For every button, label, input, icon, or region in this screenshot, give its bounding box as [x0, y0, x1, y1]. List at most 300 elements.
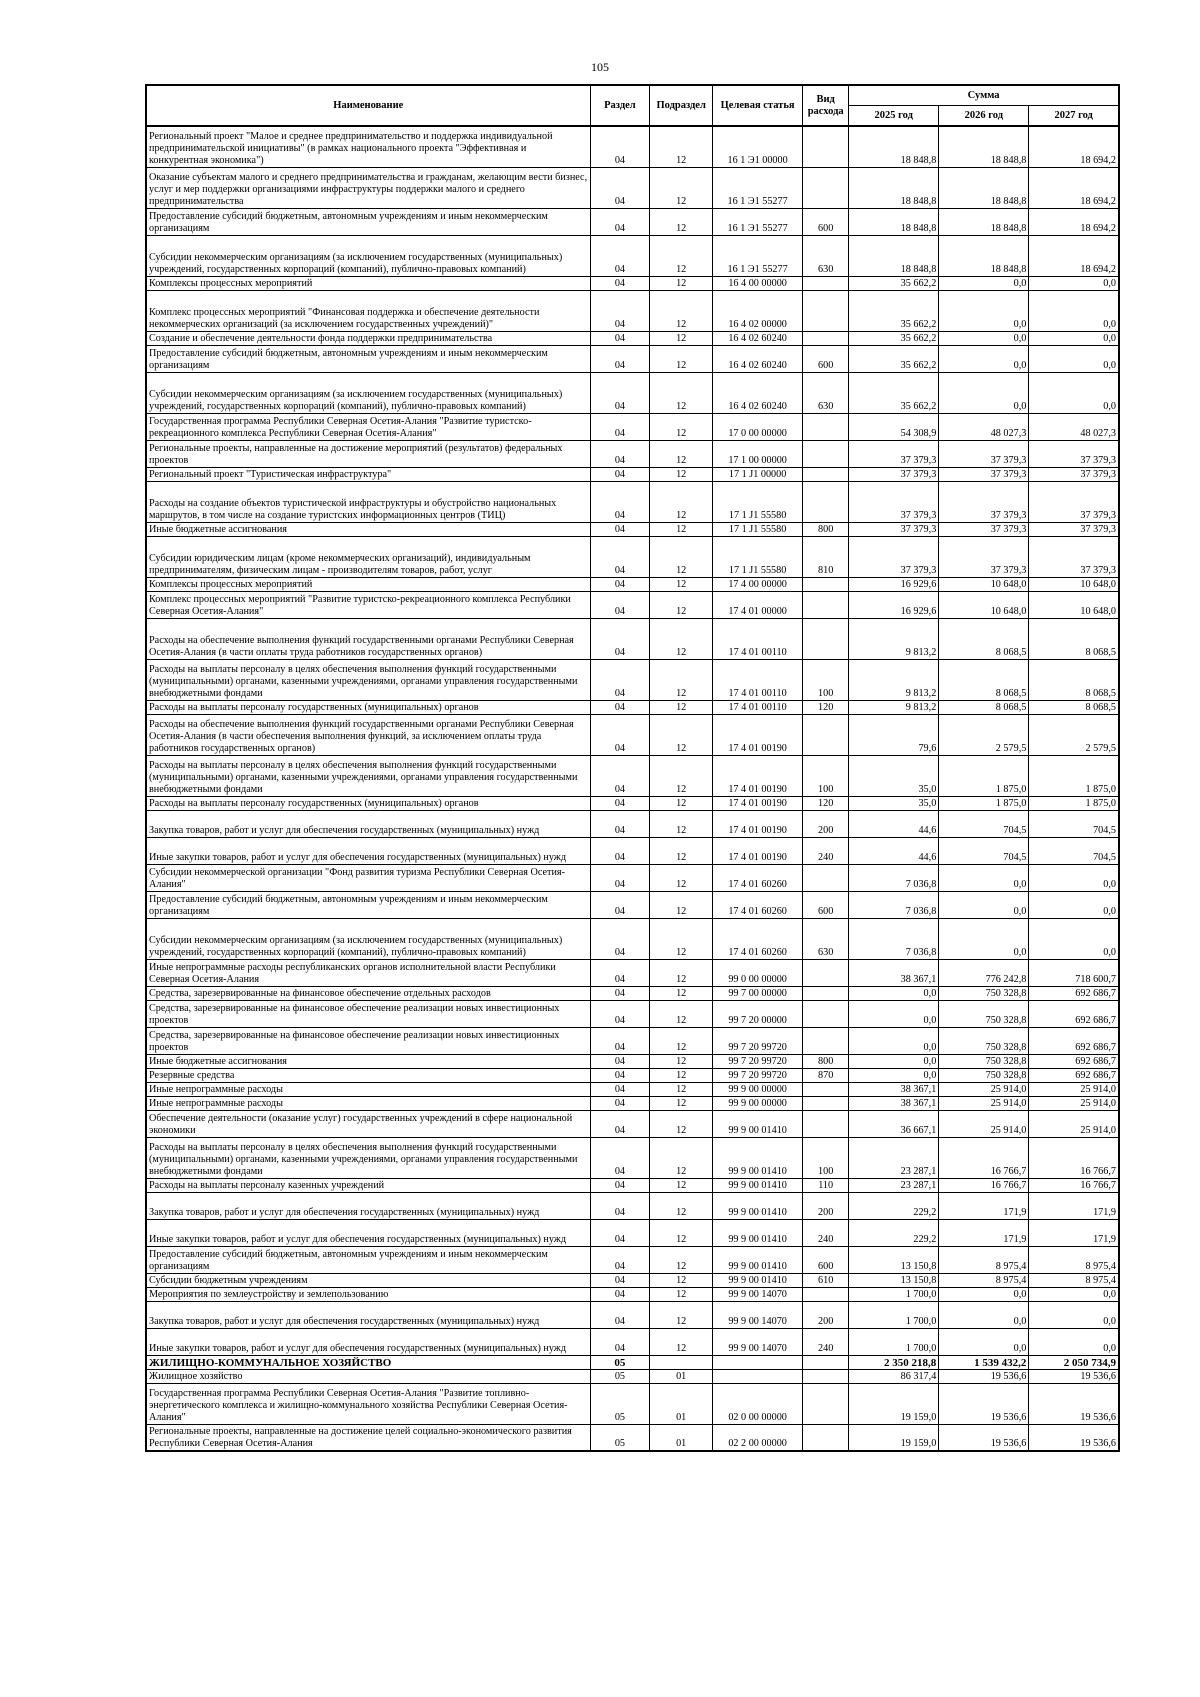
cell-2026: 0,0	[939, 345, 1029, 372]
cell-2025: 35,0	[849, 796, 939, 810]
cell-target: 99 0 00 00000	[713, 959, 803, 986]
cell-2027: 19 536,6	[1029, 1369, 1119, 1383]
cell-name: Предоставление субсидий бюджетным, автономным учреждениям и иным некоммерческим организациям	[146, 208, 590, 235]
cell-section: 04	[590, 1000, 650, 1027]
cell-2025: 18 848,8	[849, 208, 939, 235]
cell-section: 05	[590, 1383, 650, 1424]
cell-kind: 610	[803, 1273, 849, 1287]
cell-subsection: 12	[650, 864, 713, 891]
table-row	[146, 1369, 1119, 1383]
cell-name: Иные закупки товаров, работ и услуг для обеспечения государственных (муниципальных) нужд	[146, 1328, 590, 1355]
cell-2026: 1 875,0	[939, 755, 1029, 796]
cell-2025: 1 700,0	[849, 1301, 939, 1328]
cell-2027: 16 766,7	[1029, 1178, 1119, 1192]
cell-name: ЖИЛИЩНО-КОММУНАЛЬНОЕ ХОЗЯЙСТВО	[146, 1355, 590, 1369]
cell-target: 99 7 00 00000	[713, 986, 803, 1000]
cell-target: 17 4 01 00110	[713, 618, 803, 659]
cell-2025: 19 159,0	[849, 1383, 939, 1424]
cell-target: 99 7 20 99720	[713, 1068, 803, 1082]
cell-target: 99 9 00 01410	[713, 1110, 803, 1137]
cell-2026: 8 068,5	[939, 659, 1029, 700]
cell-2026: 8 068,5	[939, 618, 1029, 659]
cell-target: 16 4 02 60240	[713, 345, 803, 372]
cell-2027: 692 686,7	[1029, 1054, 1119, 1068]
cell-target: 16 1 Э1 55277	[713, 208, 803, 235]
cell-2026: 19 536,6	[939, 1383, 1029, 1424]
cell-2027: 8 068,5	[1029, 659, 1119, 700]
table-row	[146, 1328, 1119, 1355]
cell-section: 04	[590, 577, 650, 591]
cell-2025: 13 150,8	[849, 1273, 939, 1287]
cell-2027: 8 975,4	[1029, 1273, 1119, 1287]
cell-target: 16 1 Э1 00000	[713, 126, 803, 167]
table-row	[146, 714, 1119, 755]
cell-2025: 54 308,9	[849, 413, 939, 440]
cell-2025: 18 848,8	[849, 167, 939, 208]
header-target: Целевая статья	[713, 85, 803, 126]
cell-2025: 37 379,3	[849, 440, 939, 467]
cell-section: 04	[590, 440, 650, 467]
cell-2027: 692 686,7	[1029, 1000, 1119, 1027]
cell-section: 05	[590, 1369, 650, 1383]
table-row	[146, 1273, 1119, 1287]
cell-kind	[803, 467, 849, 481]
cell-name: Предоставление субсидий бюджетным, автономным учреждениям и иным некоммерческим организациям	[146, 345, 590, 372]
table-row	[146, 755, 1119, 796]
cell-2025: 37 379,3	[849, 467, 939, 481]
cell-2027: 0,0	[1029, 276, 1119, 290]
cell-section: 04	[590, 591, 650, 618]
cell-2025: 13 150,8	[849, 1246, 939, 1273]
cell-kind: 120	[803, 700, 849, 714]
cell-kind	[803, 959, 849, 986]
cell-name: Иные непрограммные расходы	[146, 1082, 590, 1096]
cell-subsection: 12	[650, 1219, 713, 1246]
cell-2026: 16 766,7	[939, 1178, 1029, 1192]
page-number: 105	[591, 60, 609, 74]
cell-2026: 8 975,4	[939, 1246, 1029, 1273]
cell-2027: 0,0	[1029, 918, 1119, 959]
cell-kind	[803, 618, 849, 659]
cell-subsection: 12	[650, 959, 713, 986]
cell-section: 04	[590, 959, 650, 986]
cell-2025: 1 700,0	[849, 1328, 939, 1355]
cell-kind	[803, 290, 849, 331]
cell-2025: 9 813,2	[849, 659, 939, 700]
table-row	[146, 618, 1119, 659]
cell-kind	[803, 1424, 849, 1451]
cell-name: Субсидии некоммерческой организации "Фонд развития туризма Республики Северная Осетия-Алания"	[146, 864, 590, 891]
cell-2027: 8 068,5	[1029, 700, 1119, 714]
cell-section: 04	[590, 126, 650, 167]
table-row	[146, 837, 1119, 864]
cell-2025: 37 379,3	[849, 522, 939, 536]
cell-subsection: 12	[650, 235, 713, 276]
cell-section: 05	[590, 1355, 650, 1369]
cell-name: Региональные проекты, направленные на достижение целей социально-экономического развития Республики Северная Осетия-Алания	[146, 1424, 590, 1451]
cell-kind	[803, 1082, 849, 1096]
cell-name: Расходы на выплаты персоналу государственных (муниципальных) органов	[146, 700, 590, 714]
cell-subsection: 12	[650, 413, 713, 440]
cell-2025: 35 662,2	[849, 276, 939, 290]
cell-2027: 18 694,2	[1029, 167, 1119, 208]
cell-2025: 18 848,8	[849, 235, 939, 276]
cell-target: 17 4 01 60260	[713, 864, 803, 891]
cell-kind: 200	[803, 810, 849, 837]
cell-2025: 38 367,1	[849, 1082, 939, 1096]
cell-2025: 229,2	[849, 1192, 939, 1219]
table-row	[146, 1082, 1119, 1096]
cell-subsection: 12	[650, 714, 713, 755]
cell-section: 04	[590, 536, 650, 577]
cell-2027: 171,9	[1029, 1192, 1119, 1219]
cell-name: Предоставление субсидий бюджетным, автономным учреждениям и иным некоммерческим организациям	[146, 1246, 590, 1273]
cell-section: 04	[590, 467, 650, 481]
cell-target: 99 9 00 01410	[713, 1192, 803, 1219]
cell-kind: 600	[803, 208, 849, 235]
cell-target: 99 9 00 00000	[713, 1082, 803, 1096]
cell-2025: 0,0	[849, 986, 939, 1000]
cell-section: 04	[590, 755, 650, 796]
cell-target: 17 4 01 60260	[713, 891, 803, 918]
cell-2025: 0,0	[849, 1068, 939, 1082]
cell-name: Субсидии некоммерческим организациям (за исключением государственных (муниципальных) учреждений, государственных корпораций (компаний), публично-правовых компаний)	[146, 918, 590, 959]
cell-section: 04	[590, 235, 650, 276]
cell-subsection: 01	[650, 1383, 713, 1424]
cell-section: 04	[590, 413, 650, 440]
cell-section: 04	[590, 891, 650, 918]
table-row	[146, 1137, 1119, 1178]
cell-section: 04	[590, 1096, 650, 1110]
cell-2026: 18 848,8	[939, 235, 1029, 276]
header-year-2027: 2027 год	[1029, 106, 1119, 127]
table-row	[146, 891, 1119, 918]
cell-2026: 0,0	[939, 372, 1029, 413]
cell-name: Комплексы процессных мероприятий	[146, 577, 590, 591]
cell-subsection: 12	[650, 1328, 713, 1355]
cell-section: 04	[590, 986, 650, 1000]
cell-2026: 704,5	[939, 837, 1029, 864]
cell-kind: 100	[803, 659, 849, 700]
cell-2026: 750 328,8	[939, 1068, 1029, 1082]
cell-kind: 100	[803, 755, 849, 796]
budget-table	[145, 84, 1120, 1452]
cell-section: 04	[590, 1192, 650, 1219]
cell-kind	[803, 577, 849, 591]
table-row	[146, 700, 1119, 714]
cell-section: 04	[590, 837, 650, 864]
cell-name: Расходы на выплаты персоналу в целях обеспечения выполнения функций государственными (муниципальными) органами, казенными учреждениями, органами управления государственными внебюджетными фондами	[146, 659, 590, 700]
cell-target: 16 1 Э1 55277	[713, 167, 803, 208]
cell-kind	[803, 986, 849, 1000]
cell-2025: 86 317,4	[849, 1369, 939, 1383]
cell-target: 17 4 01 60260	[713, 918, 803, 959]
cell-2025: 7 036,8	[849, 891, 939, 918]
cell-2027: 0,0	[1029, 1301, 1119, 1328]
cell-2027: 25 914,0	[1029, 1082, 1119, 1096]
cell-section: 04	[590, 796, 650, 810]
cell-name: Комплексы процессных мероприятий	[146, 276, 590, 290]
cell-2027: 0,0	[1029, 331, 1119, 345]
cell-2027: 18 694,2	[1029, 126, 1119, 167]
cell-2025: 79,6	[849, 714, 939, 755]
table-row	[146, 796, 1119, 810]
cell-name: Расходы на выплаты персоналу в целях обеспечения выполнения функций государственными (муниципальными) органами, казенными учреждениями, органами управления государственными внебюджетными фондами	[146, 755, 590, 796]
cell-kind	[803, 276, 849, 290]
cell-section: 04	[590, 1328, 650, 1355]
table-row	[146, 1054, 1119, 1068]
cell-2026: 0,0	[939, 891, 1029, 918]
cell-kind	[803, 331, 849, 345]
cell-subsection: 12	[650, 810, 713, 837]
cell-2025: 0,0	[849, 1027, 939, 1054]
cell-section: 04	[590, 714, 650, 755]
cell-2025: 36 667,1	[849, 1110, 939, 1137]
cell-2025: 2 350 218,8	[849, 1355, 939, 1369]
cell-kind	[803, 126, 849, 167]
cell-name: Закупка товаров, работ и услуг для обеспечения государственных (муниципальных) нужд	[146, 1192, 590, 1219]
cell-2026: 2 579,5	[939, 714, 1029, 755]
cell-2027: 718 600,7	[1029, 959, 1119, 986]
cell-subsection: 12	[650, 796, 713, 810]
cell-target: 16 4 02 60240	[713, 331, 803, 345]
cell-section: 04	[590, 481, 650, 522]
cell-name: Средства, зарезервированные на финансовое обеспечение реализации новых инвестиционных проектов	[146, 1027, 590, 1054]
cell-subsection: 12	[650, 1301, 713, 1328]
cell-subsection: 12	[650, 1096, 713, 1110]
cell-name: Субсидии юридическим лицам (кроме некоммерческих организаций), индивидуальным предпринимателям, физическим лицам - производителям товаров, работ, услуг	[146, 536, 590, 577]
cell-subsection: 12	[650, 1027, 713, 1054]
cell-subsection: 12	[650, 167, 713, 208]
cell-target: 17 1 J1 55580	[713, 522, 803, 536]
header-year-2025: 2025 год	[849, 106, 939, 127]
cell-kind	[803, 413, 849, 440]
cell-target: 99 7 20 00000	[713, 1000, 803, 1027]
header-subsection: Подраздел	[650, 85, 713, 126]
cell-section: 04	[590, 1110, 650, 1137]
cell-kind: 110	[803, 1178, 849, 1192]
cell-2026: 0,0	[939, 1328, 1029, 1355]
cell-2026: 0,0	[939, 1287, 1029, 1301]
table-row	[146, 235, 1119, 276]
cell-2027: 37 379,3	[1029, 536, 1119, 577]
cell-subsection: 12	[650, 1287, 713, 1301]
cell-section: 04	[590, 1219, 650, 1246]
cell-name: Закупка товаров, работ и услуг для обеспечения государственных (муниципальных) нужд	[146, 810, 590, 837]
table-row	[146, 481, 1119, 522]
table-row	[146, 1301, 1119, 1328]
cell-subsection: 12	[650, 1000, 713, 1027]
cell-name: Иные закупки товаров, работ и услуг для обеспечения государственных (муниципальных) нужд	[146, 837, 590, 864]
cell-subsection: 12	[650, 345, 713, 372]
table-row	[146, 372, 1119, 413]
cell-2027: 19 536,6	[1029, 1383, 1119, 1424]
cell-2026: 25 914,0	[939, 1096, 1029, 1110]
cell-target: 16 4 00 00000	[713, 276, 803, 290]
cell-section: 04	[590, 522, 650, 536]
cell-2025: 35 662,2	[849, 372, 939, 413]
cell-target: 17 1 00 00000	[713, 440, 803, 467]
cell-target: 17 4 01 00190	[713, 796, 803, 810]
cell-section: 04	[590, 864, 650, 891]
cell-2027: 2 579,5	[1029, 714, 1119, 755]
cell-subsection: 12	[650, 1082, 713, 1096]
cell-section: 04	[590, 1054, 650, 1068]
table-row	[146, 959, 1119, 986]
cell-kind: 630	[803, 372, 849, 413]
cell-target: 17 4 01 00110	[713, 659, 803, 700]
cell-subsection: 12	[650, 591, 713, 618]
cell-2026: 10 648,0	[939, 577, 1029, 591]
cell-2025: 16 929,6	[849, 591, 939, 618]
cell-kind	[803, 714, 849, 755]
table-row	[146, 1383, 1119, 1424]
cell-subsection: 12	[650, 891, 713, 918]
cell-2026: 18 848,8	[939, 126, 1029, 167]
header-kind: Вид расхода	[803, 85, 849, 126]
table-row	[146, 591, 1119, 618]
cell-section: 04	[590, 1287, 650, 1301]
cell-kind	[803, 1287, 849, 1301]
cell-target: 17 4 01 00110	[713, 700, 803, 714]
cell-2027: 0,0	[1029, 372, 1119, 413]
cell-2026: 37 379,3	[939, 536, 1029, 577]
cell-2026: 1 539 432,2	[939, 1355, 1029, 1369]
cell-target: 99 9 00 01410	[713, 1219, 803, 1246]
cell-2025: 16 929,6	[849, 577, 939, 591]
cell-name: Расходы на выплаты персоналу государственных (муниципальных) органов	[146, 796, 590, 810]
cell-2027: 0,0	[1029, 1328, 1119, 1355]
cell-subsection: 12	[650, 481, 713, 522]
table-row	[146, 577, 1119, 591]
cell-name: Комплекс процессных мероприятий "Финансовая поддержка и обеспечение деятельности некоммерческих организаций (за исключением государственных учреждений)"	[146, 290, 590, 331]
cell-kind	[803, 1110, 849, 1137]
cell-target: 16 1 Э1 55277	[713, 235, 803, 276]
table-row	[146, 1178, 1119, 1192]
cell-name: Закупка товаров, работ и услуг для обеспечения государственных (муниципальных) нужд	[146, 1301, 590, 1328]
cell-2026: 0,0	[939, 1301, 1029, 1328]
cell-kind: 600	[803, 891, 849, 918]
cell-subsection: 12	[650, 1054, 713, 1068]
cell-2027: 692 686,7	[1029, 1027, 1119, 1054]
cell-2026: 0,0	[939, 864, 1029, 891]
cell-target: 99 9 00 01410	[713, 1178, 803, 1192]
cell-kind: 200	[803, 1192, 849, 1219]
cell-name: Мероприятия по землеустройству и землепользованию	[146, 1287, 590, 1301]
cell-subsection: 12	[650, 986, 713, 1000]
cell-2025: 7 036,8	[849, 864, 939, 891]
cell-kind: 810	[803, 536, 849, 577]
cell-2026: 37 379,3	[939, 440, 1029, 467]
cell-2025: 23 287,1	[849, 1137, 939, 1178]
cell-section: 04	[590, 1178, 650, 1192]
table-row	[146, 1000, 1119, 1027]
cell-subsection: 12	[650, 208, 713, 235]
cell-2027: 10 648,0	[1029, 591, 1119, 618]
cell-2026: 171,9	[939, 1219, 1029, 1246]
cell-2026: 19 536,6	[939, 1369, 1029, 1383]
cell-name: Субсидии некоммерческим организациям (за исключением государственных (муниципальных) учреждений, государственных корпораций (компаний), публично-правовых компаний)	[146, 372, 590, 413]
cell-kind: 120	[803, 796, 849, 810]
cell-2026: 8 975,4	[939, 1273, 1029, 1287]
cell-target: 99 9 00 01410	[713, 1246, 803, 1273]
cell-2027: 0,0	[1029, 1287, 1119, 1301]
table-row	[146, 290, 1119, 331]
cell-target: 17 1 J1 55580	[713, 481, 803, 522]
cell-subsection: 12	[650, 837, 713, 864]
cell-name: Государственная программа Республики Северная Осетия-Алания "Развитие туристско-рекреационного комплекса Республики Северная Осетия-Алания"	[146, 413, 590, 440]
cell-2026: 0,0	[939, 276, 1029, 290]
cell-subsection: 12	[650, 918, 713, 959]
table-row	[146, 918, 1119, 959]
cell-subsection: 12	[650, 700, 713, 714]
cell-target: 16 4 02 60240	[713, 372, 803, 413]
cell-name: Средства, зарезервированные на финансовое обеспечение отдельных расходов	[146, 986, 590, 1000]
cell-section: 04	[590, 1068, 650, 1082]
table-row	[146, 467, 1119, 481]
cell-2027: 48 027,3	[1029, 413, 1119, 440]
cell-2026: 37 379,3	[939, 467, 1029, 481]
cell-subsection: 12	[650, 1246, 713, 1273]
cell-2027: 16 766,7	[1029, 1137, 1119, 1178]
cell-2025: 44,6	[849, 837, 939, 864]
table-row	[146, 1424, 1119, 1451]
cell-kind	[803, 440, 849, 467]
cell-2027: 692 686,7	[1029, 1068, 1119, 1082]
cell-2025: 37 379,3	[849, 536, 939, 577]
cell-name: Иные бюджетные ассигнования	[146, 522, 590, 536]
cell-subsection: 12	[650, 536, 713, 577]
cell-subsection: 12	[650, 1192, 713, 1219]
cell-target: 99 7 20 99720	[713, 1054, 803, 1068]
cell-2025: 35 662,2	[849, 331, 939, 345]
table-row	[146, 1246, 1119, 1273]
cell-target: 99 9 00 00000	[713, 1096, 803, 1110]
cell-subsection: 12	[650, 1178, 713, 1192]
cell-section: 04	[590, 810, 650, 837]
cell-2025: 35 662,2	[849, 290, 939, 331]
cell-kind	[803, 1000, 849, 1027]
table-row	[146, 345, 1119, 372]
cell-name: Расходы на создание объектов туристической инфраструктуры и обустройство национальных маршрутов, в том числе на создание туристских информационных центров (ТИЦ)	[146, 481, 590, 522]
cell-2027: 704,5	[1029, 810, 1119, 837]
cell-name: Иные бюджетные ассигнования	[146, 1054, 590, 1068]
header-name: Наименование	[146, 85, 590, 126]
cell-target: 99 9 00 14070	[713, 1287, 803, 1301]
cell-subsection: 12	[650, 522, 713, 536]
cell-name: Иные закупки товаров, работ и услуг для обеспечения государственных (муниципальных) нужд	[146, 1219, 590, 1246]
cell-section: 04	[590, 1246, 650, 1273]
cell-target: 99 9 00 14070	[713, 1328, 803, 1355]
cell-2025: 18 848,8	[849, 126, 939, 167]
cell-name: Региональные проекты, направленные на достижение мероприятий (результатов) федеральных проектов	[146, 440, 590, 467]
cell-name: Средства, зарезервированные на финансовое обеспечение реализации новых инвестиционных проектов	[146, 1000, 590, 1027]
header-year-2026: 2026 год	[939, 106, 1029, 127]
cell-2027: 19 536,6	[1029, 1424, 1119, 1451]
cell-kind: 240	[803, 837, 849, 864]
cell-name: Комплекс процессных мероприятий "Развитие туристско-рекреационного комплекса Республики Северная Осетия-Алания"	[146, 591, 590, 618]
cell-section: 04	[590, 1082, 650, 1096]
cell-subsection: 12	[650, 618, 713, 659]
cell-name: Расходы на обеспечение выполнения функций государственными органами Республики Северная Осетия-Алания (в части оплаты труда работников государственных органов)	[146, 618, 590, 659]
cell-2026: 8 068,5	[939, 700, 1029, 714]
table-row	[146, 810, 1119, 837]
cell-subsection: 12	[650, 126, 713, 167]
cell-name: Иные непрограммные расходы республиканских органов исполнительной власти Республики Северная Осетия-Алания	[146, 959, 590, 986]
cell-2026: 18 848,8	[939, 208, 1029, 235]
table-row	[146, 1110, 1119, 1137]
cell-2025: 23 287,1	[849, 1178, 939, 1192]
